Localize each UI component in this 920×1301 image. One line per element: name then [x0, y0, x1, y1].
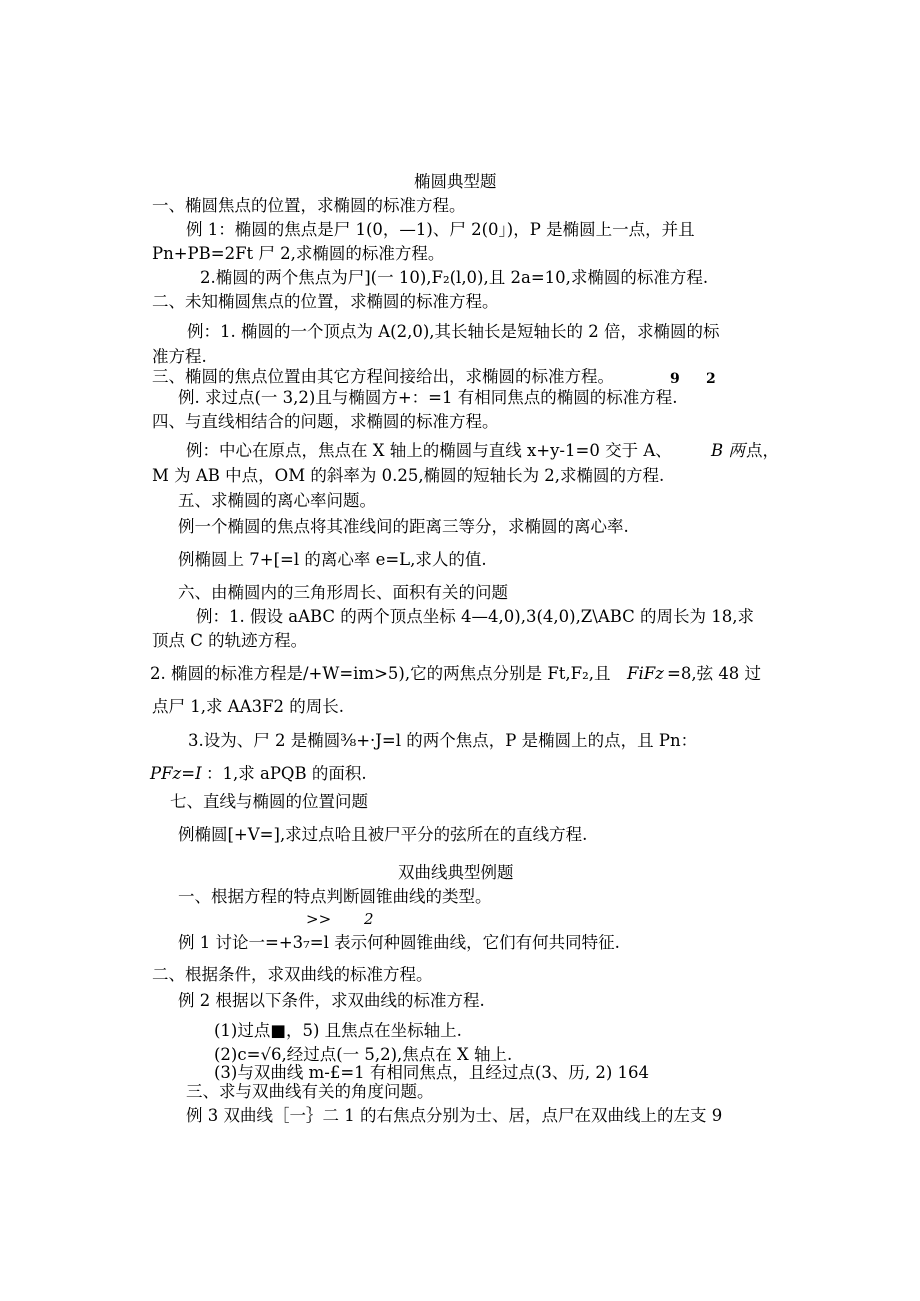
stray-numeral: 9: [670, 371, 680, 387]
section-heading: 三、椭圆的焦点位置由其它方程间接给出，求椭圆的标准方程。: [152, 367, 614, 386]
text-line: Pn+PB=2Ft 尸 2,求椭圆的标准方程。: [152, 244, 445, 263]
text-line: 例. 求过点(一 3,2)且与椭圆方+：=1 有相同焦点的椭圆的标准方程.: [178, 388, 678, 407]
text-line: 例：1. 假设 aABC 的两个顶点坐标 4—4,0),3(4,0),Z\ABC 的周长为 18,求: [196, 607, 755, 626]
text-line: 点尸 1,求 AA3F2 的周长.: [152, 697, 344, 716]
text-line: 顶点 C 的轨迹方程。: [152, 631, 308, 650]
hyperbola-title: 双曲线典型例题: [398, 863, 514, 882]
ellipse-title: 椭圆典型题: [414, 172, 497, 191]
text-fragment: B 两: [711, 441, 745, 460]
text-line: 例椭圆上 7+[=l 的离心率 e=L,求人的值.: [178, 550, 487, 569]
text-line: 例一个椭圆的焦点将其准线间的距离三等分，求椭圆的离心率.: [178, 517, 629, 536]
stray-symbol: >>: [306, 910, 332, 928]
stray-numeral: 2: [364, 910, 374, 928]
text-fragment: FiFz: [627, 664, 664, 683]
section-heading: 一、根据方程的特点判断圆锥曲线的类型。: [178, 887, 492, 906]
text-line: 例：1. 椭圆的一个顶点为 A(2,0),其长轴长是短轴长的 2 倍，求椭圆的标: [187, 322, 720, 341]
section-heading: 七、直线与椭圆的位置问题: [170, 792, 368, 811]
section-heading: 三、求与双曲线有关的角度问题。: [186, 1082, 434, 1101]
text-line: (2)c=√6,经过点(一 5,2),焦点在 X 轴上.: [214, 1045, 513, 1064]
section-heading: 五、求椭圆的离心率问题。: [178, 491, 376, 510]
text-line: 例 1 讨论一=+3₇=l 表示何种圆锥曲线，它们有何共同特征.: [178, 933, 620, 952]
text-line: 例 1：椭圆的焦点是尸 1(0，—1)、尸 2(0」)，P 是椭圆上一点，并且: [186, 220, 695, 239]
text-line: 例：中心在原点，焦点在 X 轴上的椭圆与直线 x+y-1=0 交于 A、: [186, 441, 672, 460]
text-fragment: PFz=I: [150, 764, 202, 783]
text-line: (1)过点■，5) 且焦点在坐标轴上.: [214, 1021, 462, 1040]
text-line: 3.设为、尸 2 是椭圆⅜+·J=l 的两个焦点，P 是椭圆上的点，且 Pn：: [188, 731, 698, 750]
text-fragment: 点，: [746, 441, 779, 460]
section-heading: 二、未知椭圆焦点的位置，求椭圆的标准方程。: [152, 292, 499, 311]
text-line: 准方程.: [152, 347, 207, 366]
text-line: 2.椭圆的两个焦点为尸](一 10),F₂(l,0),且 2a=10,求椭圆的标准方程.: [200, 268, 709, 287]
text-fragment: =8,弦 48 过: [667, 664, 762, 683]
text-line: 2. 椭圆的标准方程是/+W=im>5),它的两焦点分别是 Ft,F₂,且: [150, 664, 611, 683]
text-line: M 为 AB 中点，OM 的斜率为 0.25,椭圆的短轴长为 2,求椭圆的方程.: [152, 466, 665, 485]
text-line: (3)与双曲线 m-£=1 有相同焦点，且经过点(3、历, 2) 164: [214, 1063, 650, 1082]
section-heading: 四、与直线相结合的问题，求椭圆的标准方程。: [152, 412, 499, 431]
section-heading: 一、椭圆焦点的位置，求椭圆的标准方程。: [152, 196, 466, 215]
section-heading: 六、由椭圆内的三角形周长、面积有关的问题: [178, 583, 508, 602]
stray-numeral: 2: [706, 371, 716, 387]
section-heading: 二、根据条件，求双曲线的标准方程。: [152, 965, 433, 984]
text-line: 例 2 根据以下条件，求双曲线的标准方程.: [178, 991, 485, 1010]
text-line: 例 3 双曲线［一｝二 1 的右焦点分别为士、居，点尸在双曲线上的左支 9: [186, 1106, 723, 1125]
text-fragment: ：1,求 aPQB 的面积.: [206, 764, 367, 783]
text-line: 例椭圆[+V=],求过点哈且被尸平分的弦所在的直线方程.: [178, 825, 588, 844]
